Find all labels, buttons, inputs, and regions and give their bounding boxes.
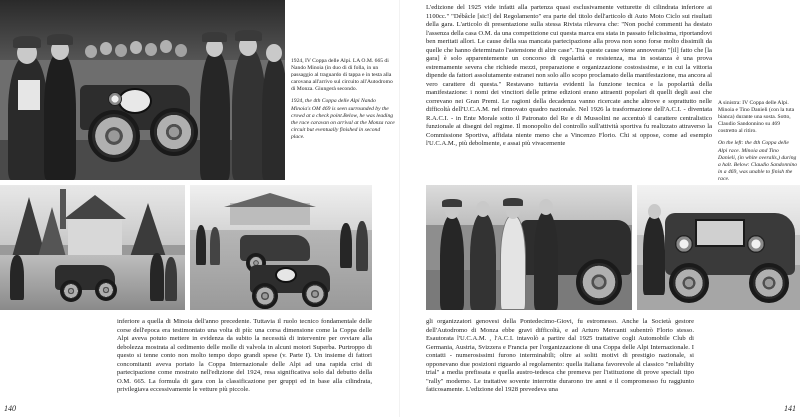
photo-crowd-om665	[0, 0, 285, 180]
caption-right-italian: A sinistra: IV Coppa delle Alpi. Minoia e Tino Danieli (con la tuta bianca) durante una sosta. Sotto, Claudio Sandonnino su 469 costretto al ritiro.	[718, 100, 795, 135]
caption-left-english: 1924, the 4th Coppa delle Alpi Nando Minoia's OM 469 is seen surrounded by the crowd at a check point.Below, he was leading the race caravan on arrival at the Monza race circuit but eventually finished in second place.	[291, 98, 395, 140]
page-number-right: 141	[784, 404, 796, 413]
page-number-left: 140	[4, 404, 16, 413]
photo-monza-arrival	[190, 185, 372, 310]
body-text-right-bottom: gli organizzatori genovesi della Pontedecimo-Giovi, fu estromesso. Anche la Società gestore dell'Autodromo di Monza ebbe gravi difficoltà, e ad Arturo Mercanti subentrò Florio stesso. Esautorata l'U.C.A.M. , l'A.C.I. intavolò a partire dal 1925 trattative cogli Automobile Club di Germania, Austria, Svizzera e Francia per l'organizzazione di una Coppa delle Alpi Internazionale. I contatti - numerosissimi furono interminabili; oltre ai soliti motivi di prestigio nazionale, si opponevano due posizioni riguardo al regolamento: quella italiana favorevole al classico "reliability trial" a media prefissata e quella austro-tedesca che premeva per l'istituzione di prove speciali tipo "rally" moderno. Le trattative sovente interrotte durarono tre anni e il compromesso fu raggiunto faticosamente. L'edizione del 1928 prevedeva una	[426, 318, 694, 393]
body-text-left: inferiore a quella di Minoia dell'anno precedente. Tuttavia il ruolo tecnico fondamentale delle corse dell'epoca era testimoniato una volta di più: una corsa dimensione come la Coppa delle Alpi aveva potuto mettere in evidenza da subito la necessità di intervenire per ovviare alla debolezza mostrata al cedimento delle molle di valvola in alcuni motori Superba. Purtroppo di questo si tenne conto non molto tempo dopo grandi spese (v. Parte I). Un insieme di fattori concomitanti aveva portato la Coppa Internazionale delle Alpi ad una rapida crisi di partecipazione come mostrato nell'edizione del 1924, resa significativa solo dal debutto della O.M. 665. La formula di gara con la classificazione per gruppi ed in base alla cilindrata, privilegiava eccessivamente le vetture più piccole.	[117, 318, 372, 393]
caption-right	[718, 100, 798, 183]
body-text-right-top: L'edizione del 1925 vide infatti alla partenza quasi esclusivamente vetturette di cilindrata inferiore ai 1100cc." "Débâcle [sic!] del Regolamento" era parte del titolo dell'articolo di Auto Moto Ciclo sui risultati della gara. L'articolo di presentazione sulla stessa Rivista rilevava che: "Non poché commenti ha destato l'assenza della casa O.M. da una competizione cui questa marca era stata in passato felicissima, riportandovi ben meritati allori. Le cause della sua mancata partecipazione alla prova non sono forse molto dissimili da quelle che hanno determinato l'astensione di altre case". Tra queste cause viene annoverato "[il] fatto che [la gara] è solo apparentemente un concorso di regolarità e resistenza, ma in sostanza è una prova estremamente severa che richiede mezzi, preparazione e organizzazione costosissime, e in cui la vittoria dipende da fattori assolutamente estranei non solo allo scopo proclamato della manifestazione, ma ancora al vero carattere di questa." Restavano tuttavia evidenti la funzione tecnica e la popolarità della manifestazione: i nomi dei vincitori delle prime edizioni erano attraenti popolari di quelli degli assi che correvano nei Gran Premi. Le ragioni della decadenza vanno ricercate anche altrove e soprattutto nelle difficoltà dell'U.C.A.M. nel rinnovato quadro nazionale. Nel 1926 la trasformazione dell'A.C.I. - diventata R.A.C.I. - in Ente Morale sotto il Patronato del Re e di Mussolini ne accentuò il carattere centralistico funzionale ai disegni del regime. Il monopolio del controllo sull'attività sportiva fu realizzato attraverso la Commissione Sportiva, affidata niente meno che a Vincenzo Florio. Chi si oppose, come ad esempio l'U.C.A.M., più debolmente, e assai più vivacemente	[426, 4, 712, 147]
caption-right-english: On the left: the 4th Coppa delle Alpi race. Minoia and Tino Danieli, (in white overalls,) during a halt. Below: Claudio Sandonnino in a 469, was unable to finish the race.	[718, 140, 798, 182]
photo-sandonnino-469	[637, 185, 800, 310]
photo-minoia-danieli-halt	[426, 185, 632, 310]
right-page	[400, 0, 800, 417]
caption-left-italian: 1924, IV Coppa delle Alpi. LA O.M. 665 di Nando Minoia (in duo di di folla, in un passaggio al traguardo di tappa e in testa alla carovana all'arrivo sul circuito all'Autodromo di Monza. Giungerà secondo.	[291, 58, 393, 93]
photo-village-checkpoint	[0, 185, 185, 310]
caption-left	[291, 58, 395, 141]
